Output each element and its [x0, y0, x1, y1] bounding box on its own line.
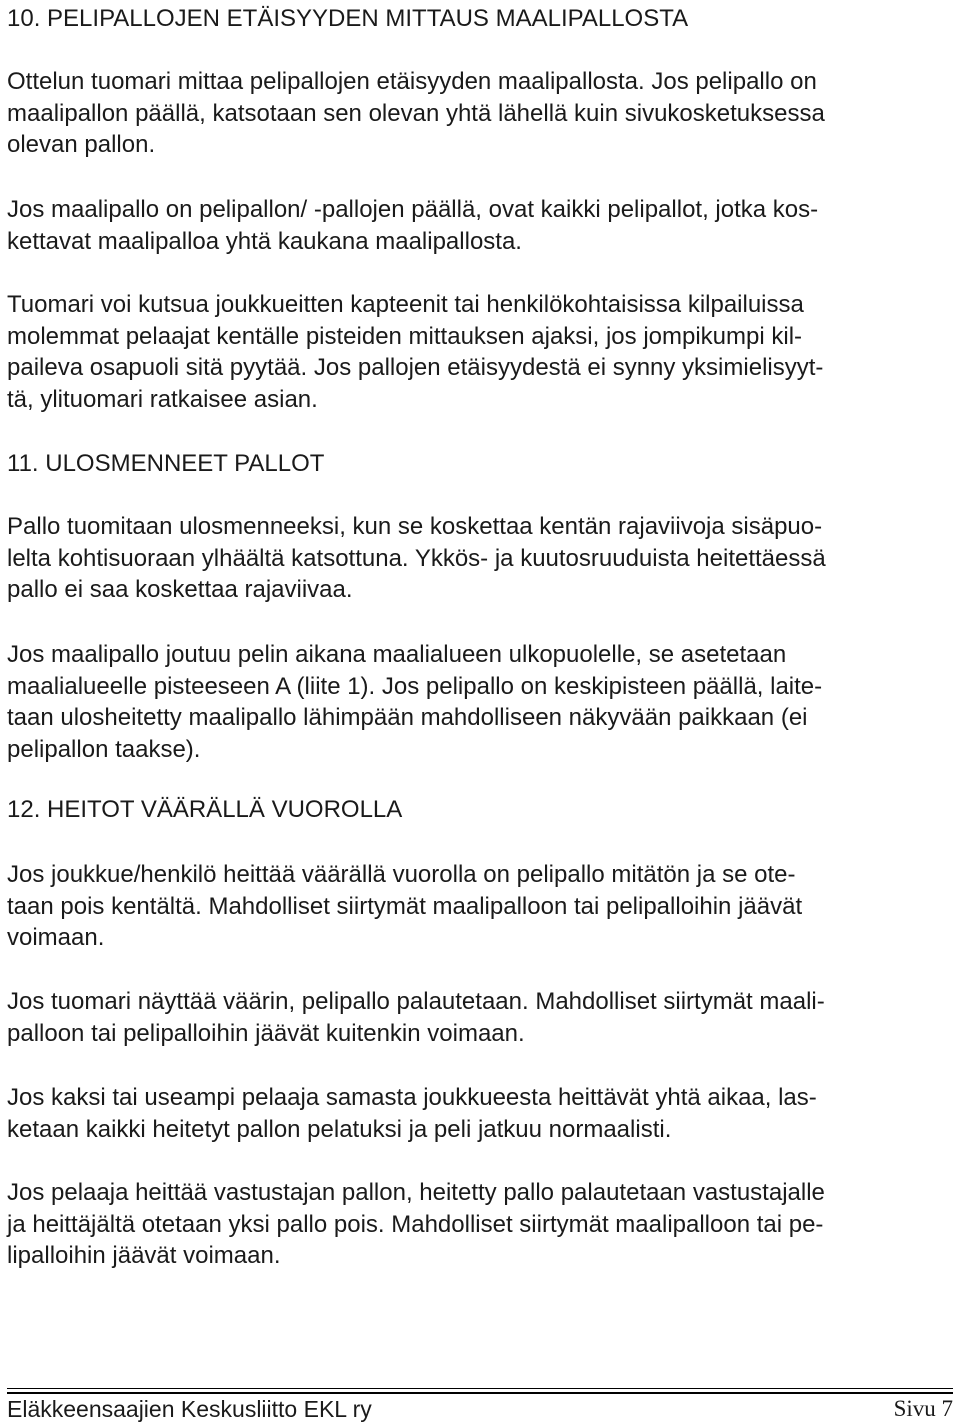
text-line: palloon tai pelipalloihin jäävät kuitenkin voimaan. — [7, 1019, 525, 1047]
text-line: kettavat maalipalloa yhtä kaukana maalipallosta. — [7, 227, 522, 255]
paragraph — [7, 511, 826, 606]
footer-organization: Eläkkeensaajien Keskusliitto EKL ry — [7, 1396, 372, 1422]
text-line: Jos pelaaja heittää vastustajan pallon, heitetty pallo palautetaan vastustajalle — [7, 1179, 825, 1206]
text-line: lipalloihin jäävät voimaan. — [7, 1242, 281, 1269]
text-line: molemmat pelaajat kentälle pisteiden mittauksen ajaksi, jos jompikumpi kil- — [7, 322, 803, 350]
paragraph — [7, 289, 823, 415]
paragraph — [7, 859, 802, 954]
paragraph — [7, 1177, 825, 1272]
text-line: taan pois kentältä. Mahdolliset siirtymät maalipalloon tai pelipalloihin jäävät — [7, 892, 803, 920]
text-line: voimaan. — [7, 924, 105, 951]
paragraph — [7, 639, 822, 765]
text-line: Tuomari voi kutsua joukkueitten kapteenit tai henkilökohtaisissa kilpailuissa — [7, 291, 804, 318]
paragraph — [7, 66, 825, 161]
text-line: Ottelun tuomari mittaa pelipallojen etäisyyden maalipallosta. Jos pelipallo on — [7, 68, 817, 95]
paragraph — [7, 194, 818, 257]
text-line: Jos maalipallo on pelipallon/ -pallojen päällä, ovat kaikki pelipallot, jotka kos- — [7, 196, 819, 223]
text-line: tä, ylituomari ratkaisee asian. — [7, 385, 318, 413]
text-line: Jos joukkue/henkilö heittää väärällä vuorolla on pelipallo mitätön ja se ote- — [7, 861, 796, 888]
paragraph — [7, 1082, 817, 1145]
text-line: pelipallon taakse). — [7, 735, 201, 763]
text-line: lelta kohtisuoraan ylhäältä katsottuna. Ykkös- ja kuutosruuduista heitettäessä — [7, 544, 826, 572]
text-line: Jos kaksi tai useampi pelaaja samasta joukkueesta heittävät yhtä aikaa, las- — [7, 1084, 817, 1111]
text-line: pallo ei saa koskettaa rajaviivaa. — [7, 576, 353, 603]
text-line: taan ulosheitetty maalipallo lähimpään mahdolliseen näkyvään paikkaan (ei — [7, 704, 808, 731]
text-line: maalialueelle pisteeseen A (liite 1). Jos pelipallo on keskipisteen päällä, laite- — [7, 672, 823, 700]
text-line: Jos maalipallo joutuu pelin aikana maalialueen ulkopuolelle, se asetetaan — [7, 641, 787, 668]
text-line: olevan pallon. — [7, 131, 156, 158]
text-line: paileva osapuoli sitä pyytää. Jos pallojen etäisyydestä ei synny yksimielisyyt- — [7, 354, 824, 381]
section-heading-10: 10. PELIPALLOJEN ETÄISYYDEN MITTAUS MAALIPALLOSTA — [7, 5, 689, 32]
paragraph — [7, 986, 825, 1049]
page-footer — [7, 1394, 953, 1424]
text-line: ketaan kaikki heitetyt pallon pelatuksi ja peli jatkuu normaalisti. — [7, 1115, 672, 1143]
page-number: Sivu 7 — [893, 1396, 953, 1421]
section-heading-12: 12. HEITOT VÄÄRÄLLÄ VUOROLLA — [7, 796, 403, 823]
section-heading-11: 11. ULOSMENNEET PALLOT — [7, 450, 325, 477]
text-line: maalipallon päällä, katsotaan sen olevan yhtä lähellä kuin sivukosketuksessa — [7, 99, 825, 127]
text-line: Pallo tuomitaan ulosmenneeksi, kun se koskettaa kentän rajaviivoja sisäpuo- — [7, 513, 823, 540]
text-line: ja heittäjältä otetaan yksi pallo pois. Mahdolliset siirtymät maalipalloon tai pe- — [7, 1210, 824, 1238]
footer-divider — [7, 1388, 953, 1389]
text-line: Jos tuomari näyttää väärin, pelipallo palautetaan. Mahdolliset siirtymät maali- — [7, 988, 825, 1015]
